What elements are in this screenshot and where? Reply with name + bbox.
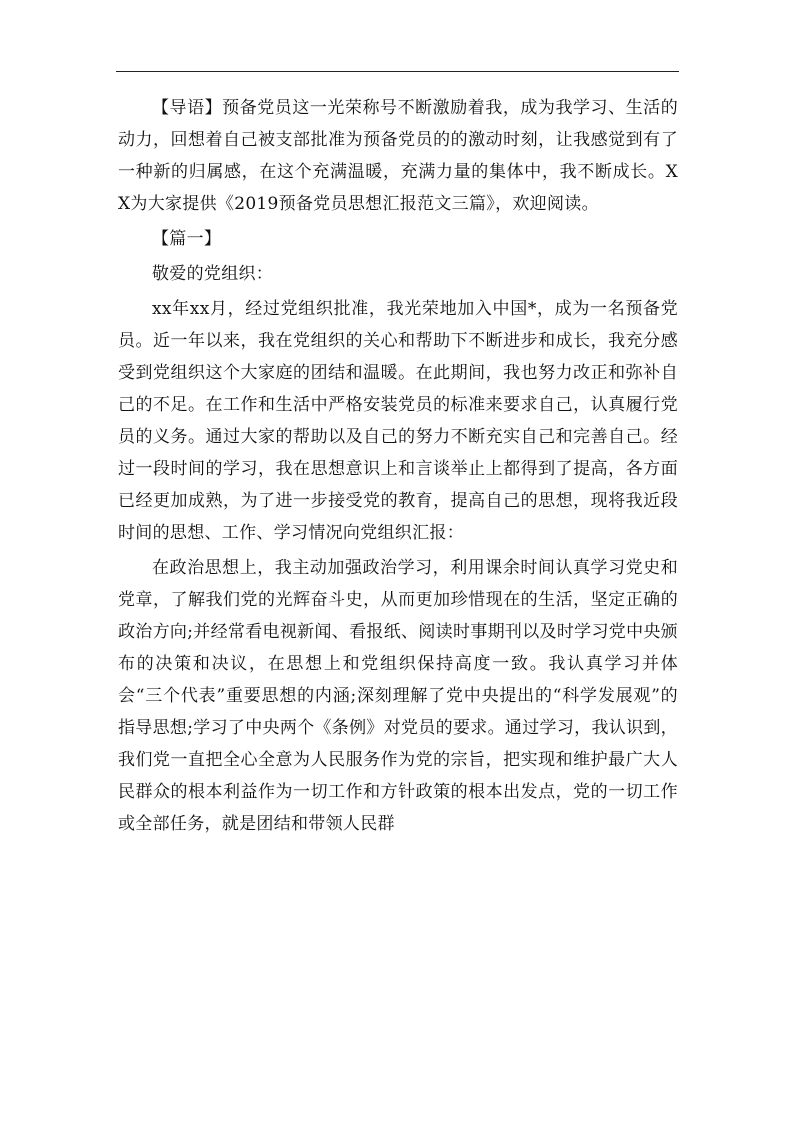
body-paragraph: xx年xx月，经过党组织批准，我光荣地加入中国*，成为一名预备党员。近一年以来，我在党组织的关心和帮助下不断进步和成长，我充分感受到党组织这个大家庭的团结和温暖。在此期间，我也努力改正和弥补自己的不足。在工作和生活中严格安装党员的标准来要求自己，认真履行党员的义务。通过大家的帮助以及自己的努力不断充实自己和完善自己。经过一段时间的学习，我在思想意识上和言谈举止上都得到了提高，各方面已经更加成熟，为了进一步接受党的教育，提高自己的思想，现将我近段时间的思想、工作、学习情况向党组织汇报： <box>118 299 678 543</box>
salutation: 敬爱的党组织： <box>152 264 274 284</box>
intro-paragraph: 【导语】预备党员这一光荣称号不断激励着我，成为我学习、生活的动力，回想着自己被支部批准为预备党员的的激动时刻，让我感觉到有了一种新的归属感，在这个充满温暖，充满力量的集体中，我不断成长。XX为大家提供《2019预备党员思想汇报范文三篇》，欢迎阅读。 <box>118 98 678 214</box>
body-paragraph: 在政治思想上，我主动加强政治学习，利用课余时间认真学习党史和党章，了解我们党的光辉奋斗史，从而更加珍惜现在的生活，坚定正确的政治方向;并经常看电视新闻、看报纸、阅读时事期刊以及时学习党中央颁布的决策和决议，在思想上和党组织保持高度一致。我认真学习并体会“三个代表”重要思想的内涵;深刻理解了党中央提出的“科学发展观”的指导思想;学习了中央两个《条例》对党员的要求。通过学习，我认识到，我们党一直把全心全意为人民服务作为党的宗旨，把实现和维护最广大人民群众的根本利益作为一切工作和方针政策的根本出发点，党的一切工作或全部任务，就是团结和带领人民群 <box>118 558 678 834</box>
header-rule <box>116 71 679 72</box>
section-heading: 【篇一】 <box>152 229 222 249</box>
document-body <box>118 92 678 840</box>
